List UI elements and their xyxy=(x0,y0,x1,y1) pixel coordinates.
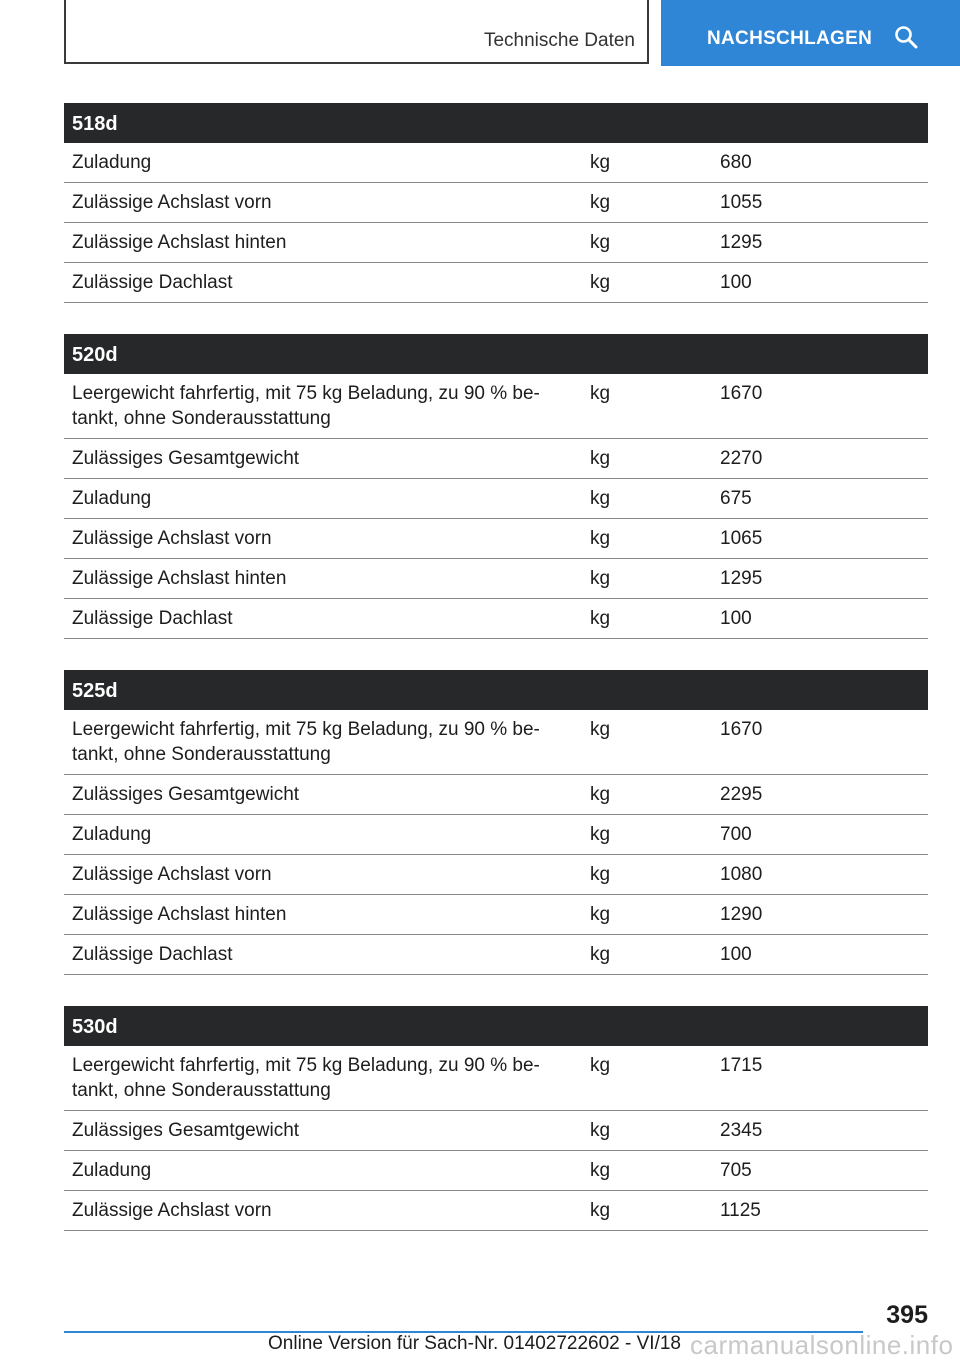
table-row xyxy=(64,374,928,439)
row-label: Zuladung xyxy=(72,488,152,509)
row-label: Zulässige Achslast vorn xyxy=(72,1200,272,1221)
row-unit: kg xyxy=(590,719,611,740)
row-label: Zulässige Dachlast xyxy=(72,272,233,293)
chapter-box xyxy=(64,0,649,64)
row-label: Zulässige Achslast hinten xyxy=(72,904,287,925)
page-header xyxy=(0,0,960,66)
table-row xyxy=(64,479,928,519)
row-value: 100 xyxy=(720,944,752,965)
row-value: 1055 xyxy=(720,192,763,213)
row-label: Zulässige Achslast vorn xyxy=(72,192,272,213)
row-unit: kg xyxy=(590,232,611,253)
row-label-line: tankt, ohne Sonderausstattung xyxy=(72,1080,331,1101)
search-icon xyxy=(894,13,918,54)
table-row xyxy=(64,815,928,855)
row-value: 2295 xyxy=(720,784,763,805)
row-unit: kg xyxy=(590,1055,611,1076)
table-row xyxy=(64,223,928,263)
row-value: 675 xyxy=(720,488,752,509)
table-row xyxy=(64,519,928,559)
row-unit: kg xyxy=(590,944,611,965)
watermark: carmanualsonline.info xyxy=(690,1330,954,1360)
row-label: Zulässige Achslast vorn xyxy=(72,864,272,885)
section-title: 530d xyxy=(64,1006,928,1046)
row-value: 1290 xyxy=(720,904,763,925)
section-520d xyxy=(64,334,928,639)
section-525d xyxy=(64,670,928,975)
row-unit: kg xyxy=(590,528,611,549)
page-number: 395 xyxy=(886,1301,928,1329)
row-value: 1295 xyxy=(720,568,763,589)
row-value: 1295 xyxy=(720,232,763,253)
row-unit: kg xyxy=(590,824,611,845)
row-value: 100 xyxy=(720,608,752,629)
section-518d xyxy=(64,103,928,303)
footer-version-text: Online Version für Sach-Nr. 01402722602 - VI/18 xyxy=(268,1333,681,1354)
row-unit: kg xyxy=(590,272,611,293)
row-label: Zulässige Dachlast xyxy=(72,608,233,629)
table-row xyxy=(64,1191,928,1231)
row-unit: kg xyxy=(590,864,611,885)
row-label: Zulässiges Gesamtgewicht xyxy=(72,784,300,805)
row-value: 1670 xyxy=(720,719,763,740)
row-value: 700 xyxy=(720,824,752,845)
row-unit: kg xyxy=(590,488,611,509)
row-label-line: Leergewicht fahrfertig, mit 75 kg Beladung, zu 90 % be- xyxy=(72,1055,540,1076)
row-unit: kg xyxy=(590,192,611,213)
row-value: 1080 xyxy=(720,864,763,885)
row-label: Zulässige Achslast hinten xyxy=(72,232,287,253)
row-value: 2270 xyxy=(720,448,763,469)
row-label-line: tankt, ohne Sonderausstattung xyxy=(72,408,331,429)
row-label-line: Leergewicht fahrfertig, mit 75 kg Beladung, zu 90 % be- xyxy=(72,383,540,404)
row-label-line: Leergewicht fahrfertig, mit 75 kg Beladung, zu 90 % be- xyxy=(72,719,540,740)
row-label: Zulässige Achslast hinten xyxy=(72,568,287,589)
table-row xyxy=(64,559,928,599)
row-label: Zuladung xyxy=(72,824,152,845)
spec-tables xyxy=(64,103,928,1262)
table-row xyxy=(64,710,928,775)
table-row xyxy=(64,895,928,935)
row-unit: kg xyxy=(590,608,611,629)
table-row xyxy=(64,1111,928,1151)
table-row xyxy=(64,263,928,303)
row-value: 1065 xyxy=(720,528,763,549)
row-label xyxy=(64,1053,582,1103)
row-unit: kg xyxy=(590,1160,611,1181)
nachschlagen-label: NACHSCHLAGEN xyxy=(707,28,873,49)
row-unit: kg xyxy=(590,904,611,925)
row-label-line: tankt, ohne Sonderausstattung xyxy=(72,744,331,765)
row-value: 2345 xyxy=(720,1120,763,1141)
row-unit: kg xyxy=(590,568,611,589)
row-label xyxy=(64,717,582,767)
row-label xyxy=(64,381,582,431)
row-label: Zulässige Dachlast xyxy=(72,944,233,965)
row-label: Zuladung xyxy=(72,152,152,173)
row-label: Zulässiges Gesamtgewicht xyxy=(72,1120,300,1141)
chapter-title: Technische Daten xyxy=(483,30,635,51)
row-unit: kg xyxy=(590,152,611,173)
section-title: 518d xyxy=(64,103,928,143)
row-value: 680 xyxy=(720,152,752,173)
table-row xyxy=(64,855,928,895)
row-label: Zulässige Achslast vorn xyxy=(72,528,272,549)
section-title: 520d xyxy=(64,334,928,374)
row-value: 705 xyxy=(720,1160,752,1181)
row-unit: kg xyxy=(590,383,611,404)
row-unit: kg xyxy=(590,448,611,469)
table-row xyxy=(64,439,928,479)
row-value: 1715 xyxy=(720,1055,763,1076)
table-row xyxy=(64,599,928,639)
row-unit: kg xyxy=(590,1120,611,1141)
table-row xyxy=(64,183,928,223)
table-row xyxy=(64,1151,928,1191)
row-label: Zulässiges Gesamtgewicht xyxy=(72,448,300,469)
table-row xyxy=(64,143,928,183)
row-unit: kg xyxy=(590,1200,611,1221)
section-title: 525d xyxy=(64,670,928,710)
row-value: 1670 xyxy=(720,383,763,404)
row-value: 100 xyxy=(720,272,752,293)
row-value: 1125 xyxy=(720,1200,761,1221)
row-label: Zuladung xyxy=(72,1160,152,1181)
row-unit: kg xyxy=(590,784,611,805)
section-530d xyxy=(64,1006,928,1231)
nachschlagen-button[interactable] xyxy=(661,0,960,66)
table-row xyxy=(64,775,928,815)
table-row xyxy=(64,935,928,975)
table-row xyxy=(64,1046,928,1111)
